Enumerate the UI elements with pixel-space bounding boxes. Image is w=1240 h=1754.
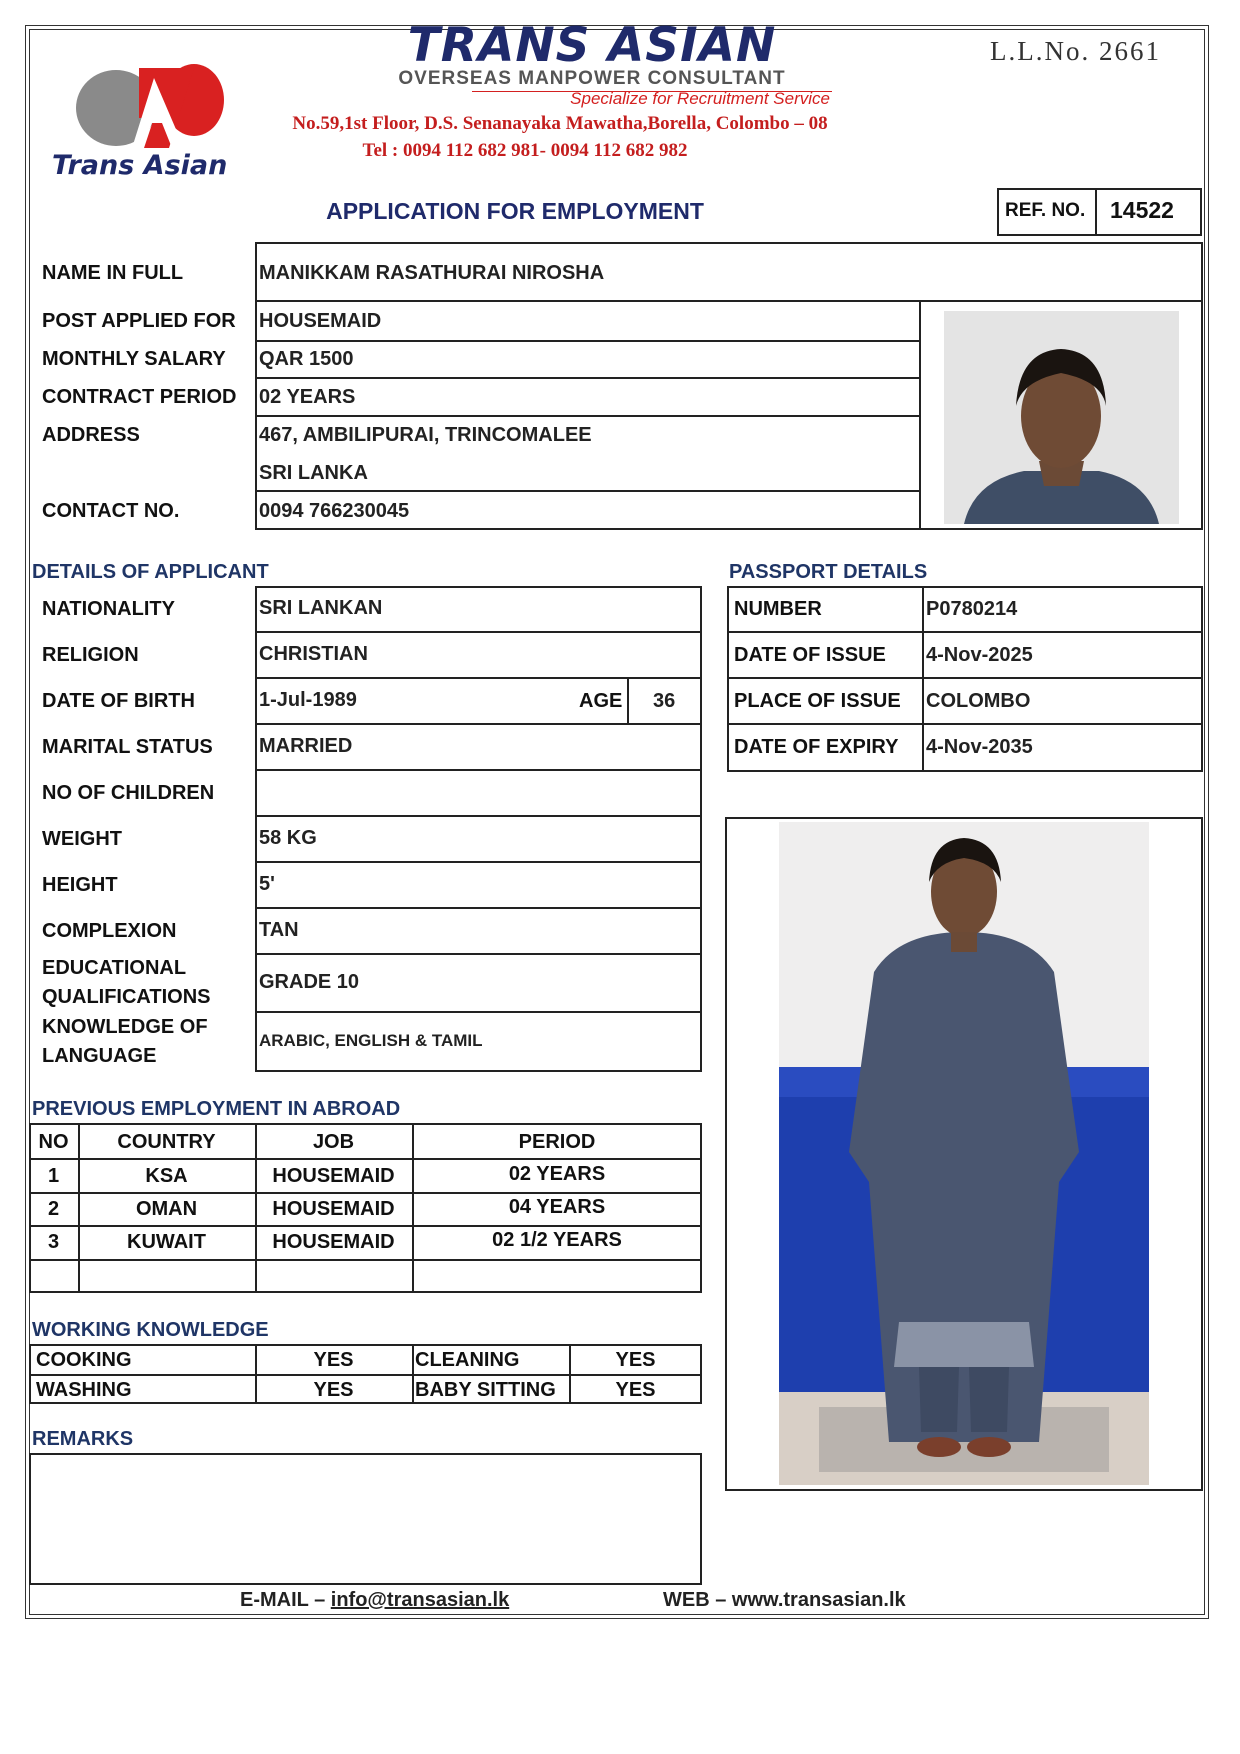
age-label: AGE bbox=[579, 690, 623, 712]
issue-place-label: PLACE OF ISSUE bbox=[734, 690, 901, 712]
company-name: TRANS ASIAN bbox=[407, 18, 777, 73]
weight-value: 58 KG bbox=[259, 827, 317, 849]
address-label: ADDRESS bbox=[42, 424, 140, 446]
details-section-title: DETAILS OF APPLICANT bbox=[32, 561, 269, 583]
logo-text: Trans Asian bbox=[52, 150, 228, 181]
babysitting-label: BABY SITTING bbox=[415, 1379, 556, 1401]
language-label-1: KNOWLEDGE OF bbox=[42, 1016, 208, 1038]
company-telephone: Tel : 0094 112 682 981- 0094 112 682 982 bbox=[362, 140, 688, 161]
education-label-1: EDUCATIONAL bbox=[42, 957, 187, 979]
company-tagline: Specialize for Recruitment Service bbox=[570, 89, 830, 108]
remarks-box bbox=[29, 1453, 702, 1585]
nationality-label: NATIONALITY bbox=[42, 598, 175, 620]
contact-value: 0094 766230045 bbox=[259, 500, 410, 522]
row-divider bbox=[29, 1225, 702, 1227]
remarks-text bbox=[31, 1455, 700, 1467]
babysitting-value: YES bbox=[615, 1379, 656, 1401]
name-label: NAME IN FULL bbox=[42, 262, 184, 284]
company-subtitle: OVERSEAS MANPOWER CONSULTANT bbox=[398, 68, 786, 89]
religion-label: RELIGION bbox=[42, 644, 139, 666]
row-divider bbox=[255, 300, 1203, 302]
photo-divider bbox=[919, 300, 921, 530]
email-prefix: E-MAIL – bbox=[240, 1589, 331, 1611]
row-divider bbox=[255, 377, 919, 379]
marital-label: MARITAL STATUS bbox=[42, 736, 213, 758]
row-divider bbox=[255, 415, 919, 417]
ref-label: REF. NO. bbox=[1005, 200, 1086, 221]
expiry-date-label: DATE OF EXPIRY bbox=[734, 736, 899, 758]
name-value: MANIKKAM RASATHURAI NIROSHA bbox=[259, 262, 605, 284]
row-divider bbox=[255, 631, 702, 633]
form-title: APPLICATION FOR EMPLOYMENT bbox=[326, 198, 704, 224]
salary-value: QAR 1500 bbox=[259, 348, 354, 370]
footer-email bbox=[240, 1589, 509, 1612]
license-number: L.L.No. 2661 bbox=[990, 36, 1161, 66]
col-divider bbox=[412, 1344, 414, 1404]
emp-header-job: JOB bbox=[312, 1131, 355, 1153]
contract-value: 02 YEARS bbox=[259, 386, 356, 408]
cleaning-label: CLEANING bbox=[415, 1349, 520, 1371]
children-label: NO OF CHILDREN bbox=[42, 782, 215, 804]
address-line1: 467, AMBILIPURAI, TRINCOMALEE bbox=[259, 424, 592, 446]
passport-number-label: NUMBER bbox=[734, 598, 822, 620]
emp-row-period: 02 1/2 YEARS bbox=[492, 1229, 622, 1251]
emp-row-country: OMAN bbox=[135, 1198, 198, 1220]
row-divider bbox=[255, 907, 702, 909]
full-body-figure bbox=[779, 822, 1149, 1485]
emp-row-job: HOUSEMAID bbox=[272, 1165, 395, 1187]
working-section-title: WORKING KNOWLEDGE bbox=[32, 1319, 269, 1341]
row-divider bbox=[255, 769, 702, 771]
religion-value: CHRISTIAN bbox=[259, 643, 368, 665]
emp-row-country: KUWAIT bbox=[127, 1231, 206, 1253]
height-value: 5' bbox=[259, 873, 275, 895]
address-line2: SRI LANKA bbox=[259, 462, 368, 484]
cleaning-value: YES bbox=[615, 1349, 656, 1371]
row-divider bbox=[29, 1158, 702, 1160]
row-divider bbox=[255, 1011, 702, 1013]
emp-row-job: HOUSEMAID bbox=[272, 1198, 395, 1220]
passport-col-divider bbox=[922, 586, 924, 772]
cooking-label: COOKING bbox=[36, 1349, 132, 1371]
complexion-value: TAN bbox=[259, 919, 299, 941]
issue-date-value: 4-Nov-2025 bbox=[926, 644, 1033, 666]
passport-section-title: PASSPORT DETAILS bbox=[729, 561, 928, 583]
language-label-2: LANGUAGE bbox=[42, 1045, 157, 1067]
emp-row-job: HOUSEMAID bbox=[272, 1231, 395, 1253]
washing-label: WASHING bbox=[36, 1379, 132, 1401]
marital-value: MARRIED bbox=[259, 735, 353, 757]
contact-label: CONTACT NO. bbox=[42, 500, 180, 522]
age-divider bbox=[627, 677, 629, 723]
emp-row-period: 04 YEARS bbox=[508, 1196, 606, 1218]
complexion-label: COMPLEXION bbox=[42, 920, 177, 942]
post-label: POST APPLIED FOR bbox=[42, 310, 236, 332]
employment-section-title: PREVIOUS EMPLOYMENT IN ABROAD bbox=[32, 1098, 401, 1120]
row-divider bbox=[255, 723, 702, 725]
cooking-value: YES bbox=[313, 1349, 354, 1371]
row-divider bbox=[255, 490, 919, 492]
row-divider bbox=[727, 631, 1203, 633]
ref-divider bbox=[1095, 188, 1097, 236]
row-divider bbox=[255, 340, 919, 342]
emp-row-country: KSA bbox=[145, 1165, 188, 1187]
remarks-section-title: REMARKS bbox=[32, 1428, 134, 1450]
passport-number-value: P0780214 bbox=[926, 598, 1018, 620]
row-divider bbox=[255, 953, 702, 955]
education-label-2: QUALIFICATIONS bbox=[42, 986, 211, 1008]
row-divider bbox=[727, 677, 1203, 679]
dob-value: 1-Jul-1989 bbox=[259, 689, 357, 711]
ref-value: 14522 bbox=[1110, 197, 1174, 223]
nationality-value: SRI LANKAN bbox=[259, 597, 383, 619]
row-divider bbox=[255, 861, 702, 863]
dob-label: DATE OF BIRTH bbox=[42, 690, 195, 712]
emp-row-period: 02 YEARS bbox=[508, 1163, 606, 1185]
email-link[interactable]: info@transasian.lk bbox=[330, 1589, 510, 1611]
expiry-date-value: 4-Nov-2035 bbox=[926, 736, 1033, 758]
emp-row-no: 1 bbox=[47, 1165, 60, 1187]
emp-header-no: NO bbox=[38, 1131, 69, 1153]
contract-label: CONTRACT PERIOD bbox=[42, 386, 237, 408]
washing-value: YES bbox=[313, 1379, 354, 1401]
applicant-headshot-photo bbox=[944, 311, 1179, 524]
row-divider bbox=[255, 677, 702, 679]
issue-date-label: DATE OF ISSUE bbox=[734, 644, 886, 666]
emp-header-country: COUNTRY bbox=[117, 1131, 216, 1153]
emp-row-no: 2 bbox=[47, 1198, 60, 1220]
applicant-full-photo bbox=[779, 822, 1149, 1485]
row-divider bbox=[29, 1259, 702, 1261]
company-address: No.59,1st Floor, D.S. Senanayaka Mawatha,Borella, Colombo – 08 bbox=[292, 113, 828, 134]
emp-row-no: 3 bbox=[47, 1231, 60, 1253]
company-logo bbox=[44, 38, 234, 188]
row-divider bbox=[727, 723, 1203, 725]
row-divider bbox=[29, 1192, 702, 1194]
education-value: GRADE 10 bbox=[259, 971, 360, 993]
issue-place-value: COLOMBO bbox=[926, 690, 1031, 712]
row-divider bbox=[255, 815, 702, 817]
salary-label: MONTHLY SALARY bbox=[42, 348, 226, 370]
headshot-figure bbox=[944, 311, 1179, 524]
height-label: HEIGHT bbox=[42, 874, 118, 896]
emp-header-period: PERIOD bbox=[518, 1131, 596, 1153]
language-value: ARABIC, ENGLISH & TAMIL bbox=[259, 1031, 483, 1050]
footer-website[interactable]: WEB – www.transasian.lk bbox=[663, 1589, 906, 1611]
weight-label: WEIGHT bbox=[42, 828, 122, 850]
row-divider bbox=[29, 1374, 702, 1376]
post-value: HOUSEMAID bbox=[259, 310, 382, 332]
age-value: 36 bbox=[653, 690, 676, 712]
